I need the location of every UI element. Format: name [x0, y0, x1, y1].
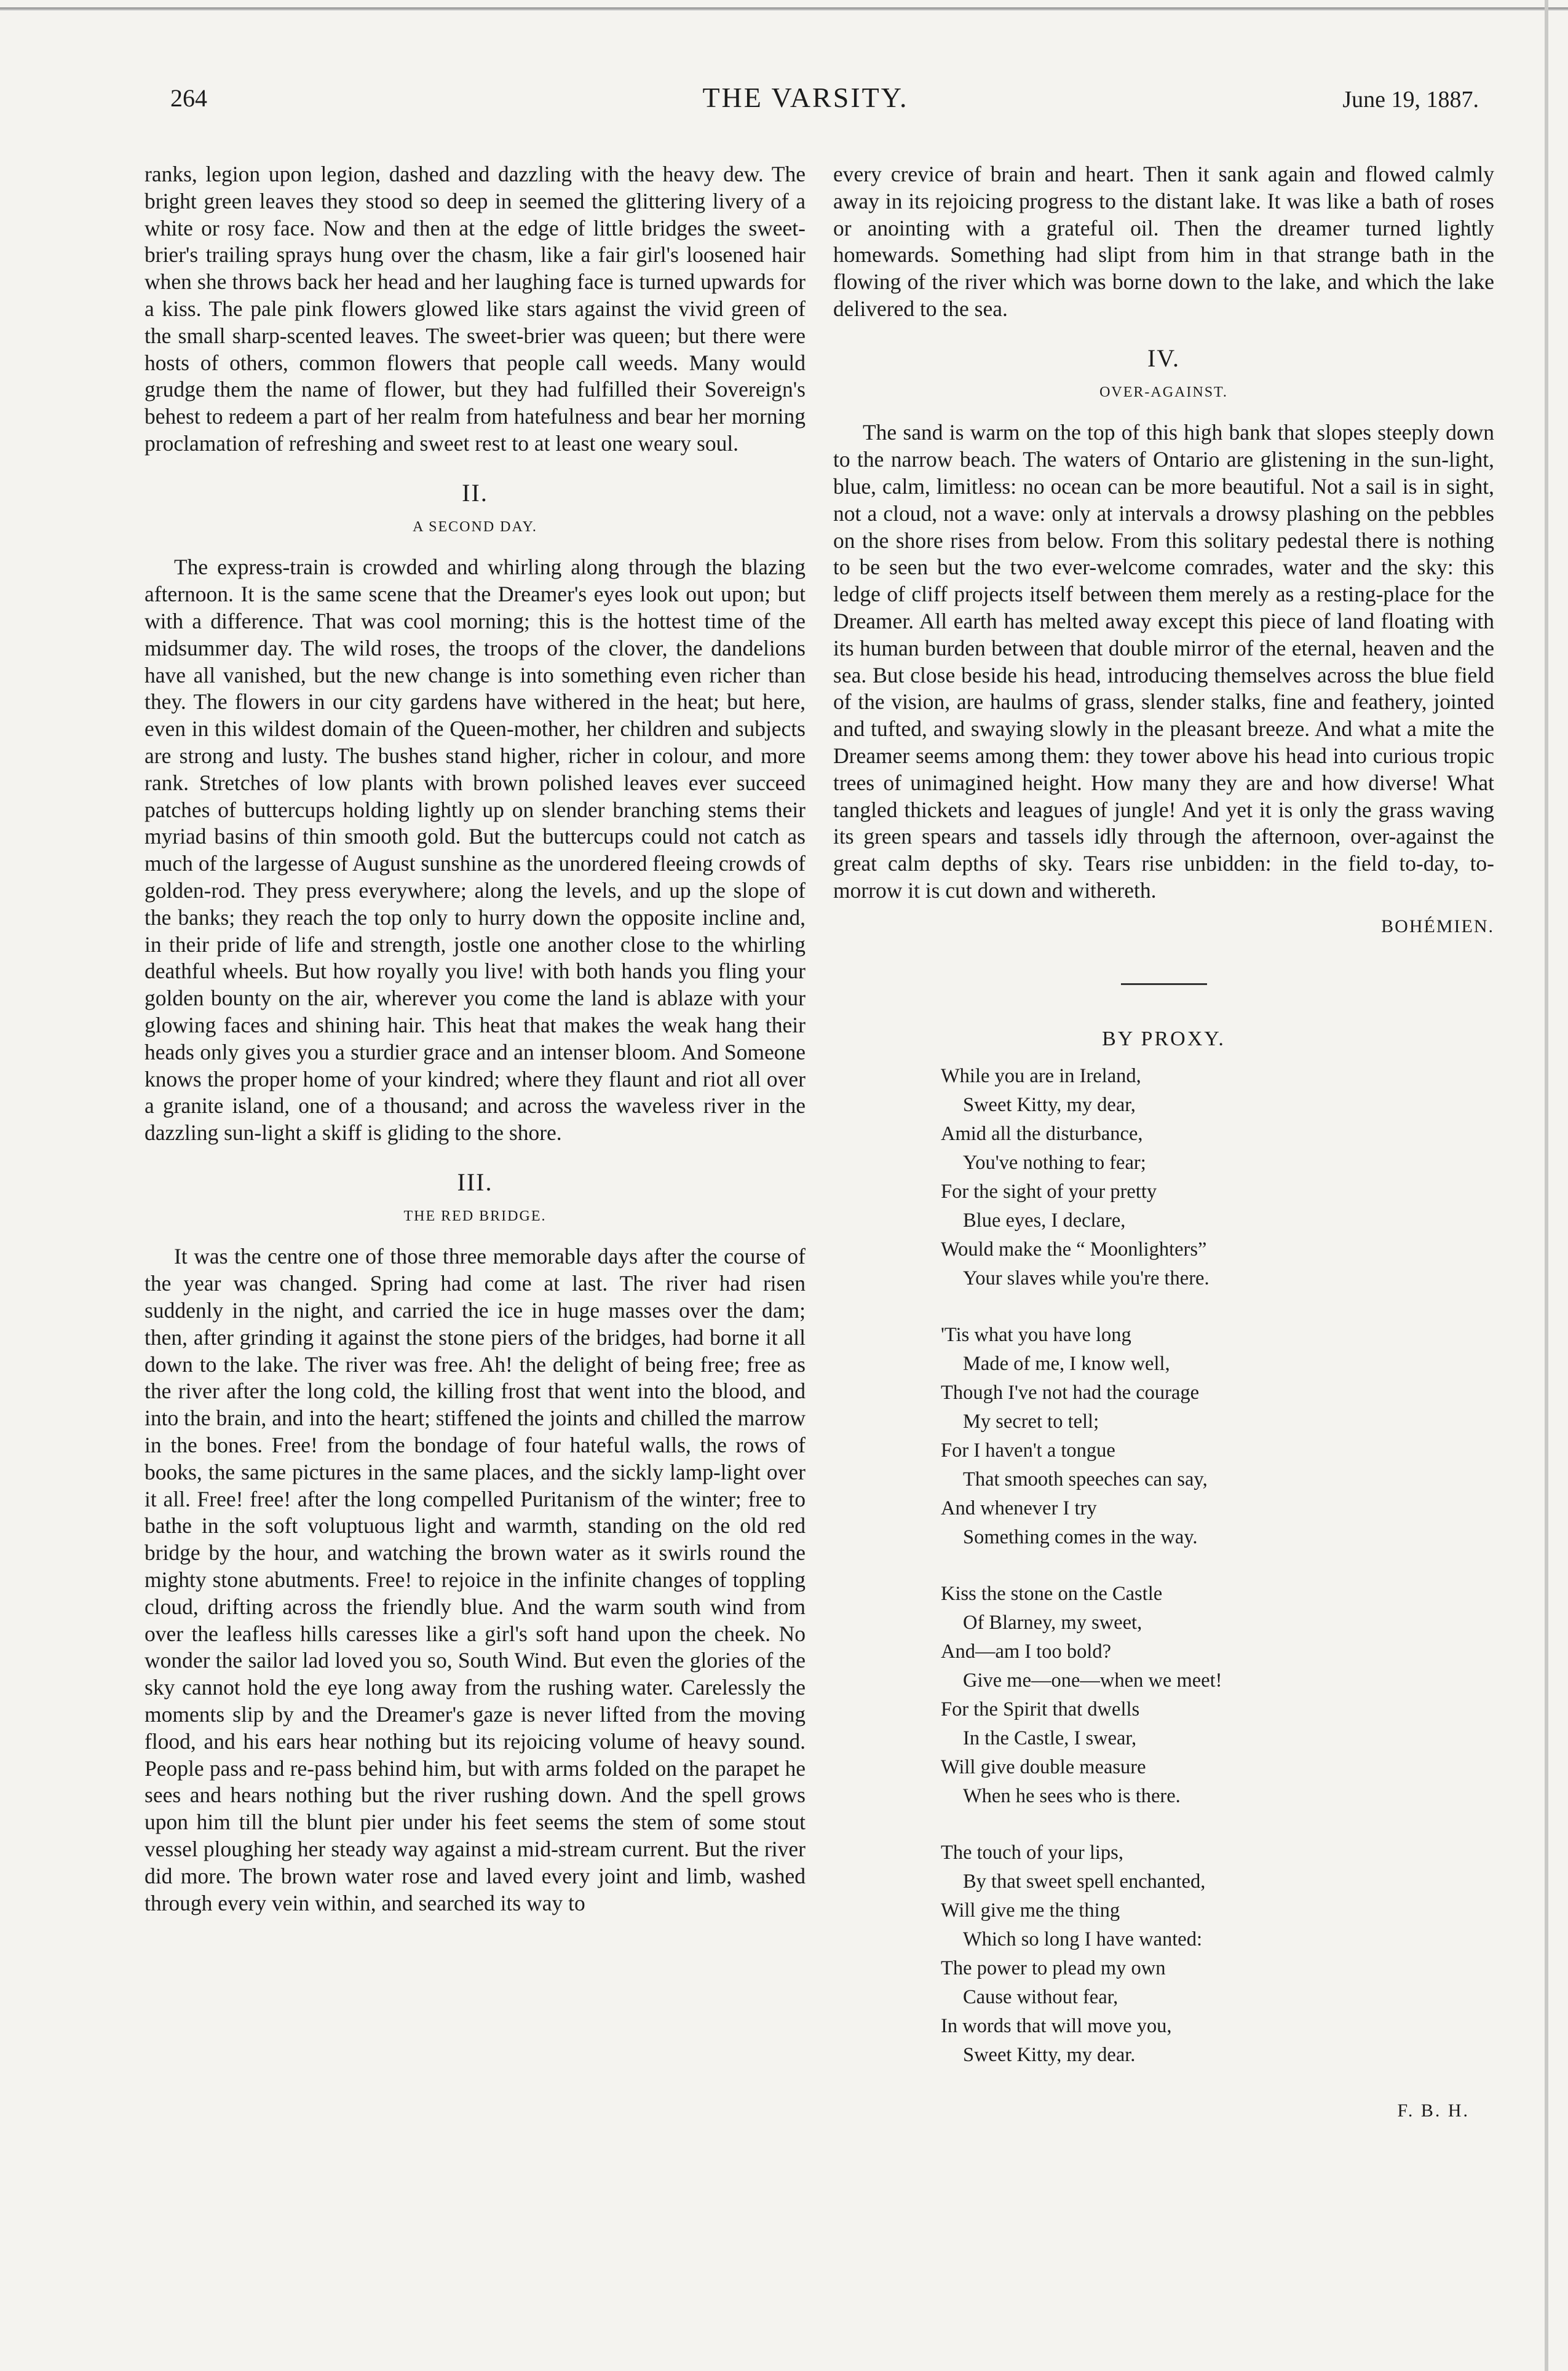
- poem-line: Sweet Kitty, my dear.: [963, 2044, 1136, 2067]
- section-title-4: OVER-AGAINST.: [1099, 384, 1228, 400]
- right-column: [833, 161, 1494, 2124]
- poem-line: The touch of your lips,: [941, 1842, 1123, 1864]
- poem-line: 'Tis what you have long: [941, 1324, 1131, 1347]
- section-numeral-4: IV.: [1147, 344, 1181, 372]
- poem-line: Blue eyes, I declare,: [963, 1209, 1126, 1232]
- poem-body: [941, 1062, 1494, 2070]
- poem-line: For the Spirit that dwells: [941, 1698, 1140, 1721]
- section-text-3: It was the centre one of those three memorable days after the course of the year was changed. Spring had come at last. The river had risen suddenly in the night, and carried the ice in huge masses over the dam; then, after grinding it against the stone piers of the bridges, had borne it all down to the lake. The river was free. Ah! the delight of being free; free as the river after the long cold, the killing frost that went into the blood, and into the brain, and into the heart; stiffened the joints and chilled the marrow in the bones. Free! from the bondage of four hateful walls, the rows of books, the same pictures in the same places, and the sickly lamp-light over it all. Free! free! after the long compelled Puritanism of the winter; free to bathe in the soft voluptuous light and warmth, standing on the old red bridge by the hour, and watching the brown water as it swirls round the mighty stone abutments. Free! to rejoice in the infinite changes of toppling cloud, drifting across the friendly blue. And the warm south wind from over the leafless hills caresses like a girl's soft hand upon the cheek. No wonder the sailor lad loved you so, South Wind. But even the glories of the sky cannot hold the eye long away from the rushing water. Carelessly the moments slip by and the Dreamer's gaze is never lifted from the moving flood, and his ears hear nothing but its rejoicing volume of heavy sound. People pass and re-pass behind him, but with arms folded on the parapet he sees and hears nothing but the river rushing down. And the spell grows upon him till the blunt pier under his feet seems the stem of some stout vessel ploughing her steady way against a mid-stream current. But the river did more. The brown water rose and laved every joint and limb, washed through every vein within, and searched its way to: [145, 1244, 806, 1915]
- poem-line: The power to plead my own: [941, 1957, 1166, 1980]
- section-title-2: A SECOND DAY.: [413, 518, 537, 535]
- poem-line: In words that will move you,: [941, 2015, 1172, 2038]
- poem-line: Which so long I have wanted:: [963, 1928, 1202, 1951]
- page-number: 264: [170, 84, 207, 112]
- issue-date: June 19, 1887.: [1342, 87, 1479, 113]
- poem-line: For the sight of your pretty: [941, 1181, 1157, 1203]
- poem-line: While you are in Ireland,: [941, 1065, 1141, 1088]
- page-binding-edge: [1545, 0, 1548, 2371]
- poem-line: By that sweet spell enchanted,: [963, 1870, 1206, 1893]
- poem-line: And whenever I try: [941, 1497, 1097, 1520]
- section-text-4: The sand is warm on the top of this high bank that slopes steeply down to the narrow beach. The waters of Ontario are glistening in the sun-light, blue, calm, limitless: no ocean can be more beautiful. Not a sail is in sight, not a cloud, not a wave: only at intervals a drowsy plashing on the pebbles on the shore rises from below. From this solitary pedestal there is nothing to be seen but the two ever-welcome comrades, water and the sky: this ledge of cliff projects itself between them merely as a resting-place for the Dreamer. All earth has melted away except this piece of land floating with its human burden between that double mirror of the eternal, heaven and the sea. But close beside his head, introducing themselves across the blue field of the vision, are haulms of grass, slender stalks, fine and feathery, jointed and tufted, and swaying slowly in the pleasant breeze. And what a mite the Dreamer seems among them: they tower above his head into curious tropic trees of unimagined height. How many they are and how diverse! What tangled thickets and leagues of jungle! And yet it is only the grass waving its green spears and tassels idly through the afternoon, over-against the great calm depths of sky. Tears rise unbidden: in the field to-day, to-morrow it is cut down and withereth.: [833, 420, 1494, 903]
- poem-line: Cause without fear,: [963, 1986, 1119, 2009]
- poem-line: When he sees who is there.: [963, 1785, 1181, 1808]
- page-top-border: [0, 7, 1568, 10]
- poem-line: Something comes in the way.: [963, 1526, 1198, 1549]
- poem-stanza: [941, 1321, 1494, 1552]
- poem-stanza: [941, 1580, 1494, 1811]
- poem-line: Of Blarney, my sweet,: [963, 1612, 1142, 1634]
- poem-line: Amid all the disturbance,: [941, 1123, 1143, 1146]
- continuation-paragraph: every crevice of brain and heart. Then it sank again and flowed calmly away in its rejoicing progress to the distant lake. It was like a bath of roses or anointing with a grateful oil. Then the dreamer turned lightly homewards. Something had slipt from him in that strange bath in the flowing of the river which was borne down to the lake, and which the lake delivered to the sea.: [833, 162, 1494, 321]
- poem-line: Your slaves while you're there.: [963, 1267, 1210, 1290]
- poem-line: Will give double measure: [941, 1756, 1146, 1779]
- poem-line: My secret to tell;: [963, 1411, 1099, 1433]
- poem-line: For I haven't a tongue: [941, 1439, 1115, 1462]
- poem-line: Made of me, I know well,: [963, 1353, 1170, 1375]
- poem-line: Give me—one—when we meet!: [963, 1669, 1222, 1692]
- section-numeral-3: III.: [457, 1168, 493, 1196]
- poem-stanza: [941, 1062, 1494, 1293]
- poem-stanza: [941, 1839, 1494, 2070]
- poem-line: Though I've not had the courage: [941, 1382, 1200, 1404]
- poem-line: In the Castle, I swear,: [963, 1727, 1137, 1750]
- poem-line: Would make the “ Moonlighters”: [941, 1238, 1207, 1261]
- poem-line: Sweet Kitty, my dear,: [963, 1094, 1136, 1117]
- poem-title: BY PROXY.: [1102, 1027, 1225, 1050]
- section-title-3: THE RED BRIDGE.: [403, 1208, 547, 1224]
- page-header: [132, 81, 1479, 124]
- section-numeral-2: II.: [462, 478, 488, 507]
- poem-initials: F. B. H.: [1397, 2100, 1470, 2121]
- poem-line: Will give me the thing: [941, 1899, 1120, 1922]
- masthead: THE VARSITY.: [702, 82, 909, 113]
- poem-line: Kiss the stone on the Castle: [941, 1583, 1163, 1605]
- section-text-2: The express-train is crowded and whirling along through the blazing afternoon. It is the same scene that the Dreamer's eyes look out upon; but with a difference. That was cool morning; this is the hottest time of the midsummer day. The wild roses, the troops of the clover, the dandelions have all vanished, but the new change is into something even richer than they. The flowers in our city gardens have withered in the heat; but here, even in this wildest domain of the Queen-mother, her children and subjects are strong and lusty. The bushes stand higher, richer in colour, and more rank. Stretches of low plants with brown polished leaves ever succeed patches of buttercups holding lightly up on slender branching stems their myriad basins of thin smooth gold. But the buttercups could not catch as much of the largesse of August sunshine as the unordered fleeing crowds of golden-rod. They press everywhere; along the levels, and up the slope of the banks; they reach the top only to hurry down the opposite incline and, in their pride of life and strength, jostle one another close to the whirling deathful wheels. But how royally you live! with both hands you fling your golden bounty on the air, wherever you come the land is ablaze with your glowing faces and shining hair. This heat that makes the weak hang their heads only gives you a sturdier grace and an intenser bloom. And Someone knows the proper home of your kindred; where they flaunt and riot all over a granite island, one of a thousand; and across the waveless river in the dazzling sun-light a skiff is gliding to the shore.: [145, 555, 806, 1146]
- poem-line: You've nothing to fear;: [963, 1152, 1146, 1174]
- poem-line: That smooth speeches can say,: [963, 1468, 1208, 1491]
- left-column: [145, 161, 806, 1917]
- divider-rule: [1121, 983, 1207, 985]
- opening-paragraph: ranks, legion upon legion, dashed and dazzling with the heavy dew. The bright green leaves they stood so deep in seemed the glittering livery of a white or rosy face. Now and then at the edge of little bridges the sweet-brier's trailing sprays hung over the chasm, like a fair girl's loosened hair when she throws back her head and her laughing face is turned upwards for a kiss. The pale pink flowers glowed like stars against the vivid green of the small sharp-scented leaves. The sweet-brier was queen; but there were hosts of others, common flowers that people call weeds. Many would grudge them the name of flower, but they had fulfilled their Sovereign's behest to redeem a part of her realm from hatefulness and bear her morning proclamation of refreshing and sweet rest to at least one weary soul.: [145, 162, 806, 456]
- author-signature: BOHÉMIEN.: [1381, 916, 1494, 936]
- poem-line: And—am I too bold?: [941, 1641, 1112, 1663]
